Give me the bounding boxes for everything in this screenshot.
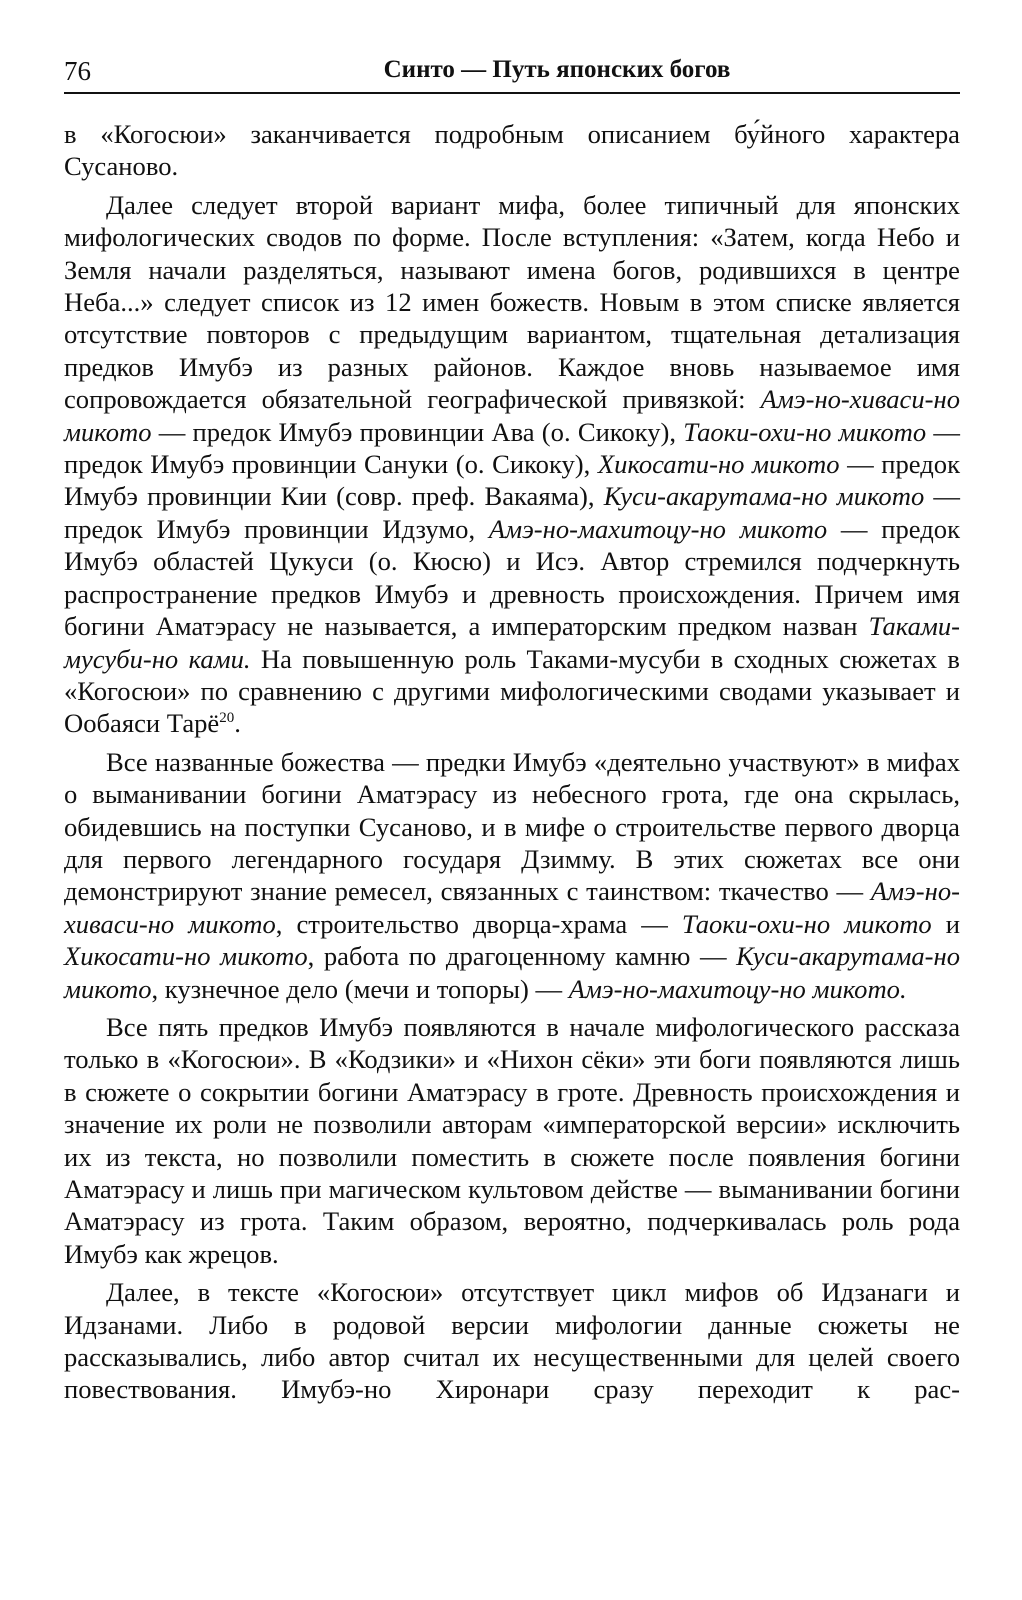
italic-name: Куси-акарутама-но микото	[603, 481, 925, 512]
paragraph	[64, 1276, 960, 1406]
italic-name: Амэ-но-махитоцу-но микото.	[568, 973, 907, 1004]
italic-name: Таоки-охи-но микото	[681, 908, 932, 939]
text-run: — предок Имубэ областей Цукуси (о. Кюсю) и Исэ. Автор стремился подчеркнуть распространение предков Имубэ и древность происхождения. Причем имя богини Аматэрасу не называется, а императорским предком назван	[64, 513, 960, 642]
running-head	[64, 52, 960, 94]
italic-name: Амэ-но-махитоцу-но микото	[488, 513, 828, 544]
book-page	[64, 52, 960, 1412]
text-run: , кузнечное дело (мечи и топоры) —	[151, 973, 569, 1004]
text-run: и	[931, 908, 960, 939]
text-run: Далее следует второй вариант мифа, более типичный для японских мифологических сводов по форме. После вступления: «Затем, когда Небо и Земля начали разделяться, называют имена богов, родившихся в центре Неба...» следует список из 12 имен божеств. Новым в этом списке является отсутствие повторов с предыдущим вариантом, тщательная детализация предков Имубэ из разных районов. Каждое вновь называемое имя сопровождается обязательной географической привязкой:	[64, 189, 960, 415]
paragraph	[64, 189, 960, 740]
text-run: Далее, в тексте «Когосюи» отсутствует цикл мифов об Идзанаги и Идзанами. Либо в родовой версии мифологии данные сюжеты не рассказывались, либо автор считал их несущественными для целей своего повествования. Имубэ-но Хиронари сразу переходит к рас-	[64, 1277, 960, 1405]
text-run: в «Когосюи» заканчивается подробным описанием бу́йного характера Сусаново.	[64, 119, 960, 182]
text-run: На повышенную роль Таками-мусуби в сходных сюжетах в «Когосюи» по сравнению с другими мифологическими сводами указывает и Ообаяси Тарё	[64, 643, 960, 739]
running-title: Синто — Путь японских богов	[383, 56, 731, 83]
body-text	[64, 118, 960, 1406]
text-run: — предок Имубэ провинции Ава (о. Сикоку),	[151, 416, 684, 447]
paragraph	[64, 1011, 960, 1270]
paragraph	[64, 746, 960, 1005]
text-run: — предок Имубэ провинции Кии (совр. преф. Вакаяма),	[64, 449, 961, 512]
text-run: — предок Имубэ провинции Сануки (о. Сикоку),	[64, 416, 960, 480]
page-number: 76	[64, 56, 91, 86]
text-run: , строительство дворца-храма —	[275, 908, 682, 939]
text-run: Все пять предков Имубэ появляются в начале мифологического рассказа только в «Когосюи». В «Кодзики» и «Нихон сёки» эти боги появляются лишь в сюжете о сокрытии богини Аматэрасу в гроте. Древность происхождения и значение их роли не позволили авторам «императорской версии» исключить их из текста, но позволили поместить в сюжете после появления богини Аматэрасу и лишь при магическом культовом действе — выманивании богини Аматэрасу из грота. Таким образом, вероятно, подчеркивалась роль рода Имубэ как жрецов.	[64, 1011, 960, 1269]
italic-name: Куси-акарутама-но микото	[64, 941, 961, 1004]
italic-name: Таками-мусуби-но ками.	[64, 611, 960, 674]
paragraph	[64, 118, 960, 183]
footnote-ref: 20	[219, 710, 235, 727]
italic-name: Таоки-охи-но микото	[683, 416, 927, 447]
italic-name: Хикосати-но микото	[64, 941, 308, 972]
italic-name: Хикосати-но микото	[597, 449, 840, 480]
text-run: , работа по драгоценному камню —	[307, 941, 737, 972]
italic-name: Амэ-но-хиваси-но микото	[64, 384, 960, 447]
italic-name: Амэ-но-хиваси-но микото	[64, 876, 960, 939]
text-run: — предок Имубэ провинции Идзумо,	[64, 481, 961, 544]
text-run: Все названные божества — предки Имубэ «деятельно участвуют» в мифах о выманивании богини Аматэрасу из небесного грота, где она скрылась, обидевшись на поступки Сусаново, и в мифе о строительстве первого дворца для первого легендарного государя Дзимму. В этих сюжетах все они демонстрируют знание ремесел, связанных с таинством: ткачество —	[64, 746, 960, 907]
text-run: .	[234, 708, 241, 739]
